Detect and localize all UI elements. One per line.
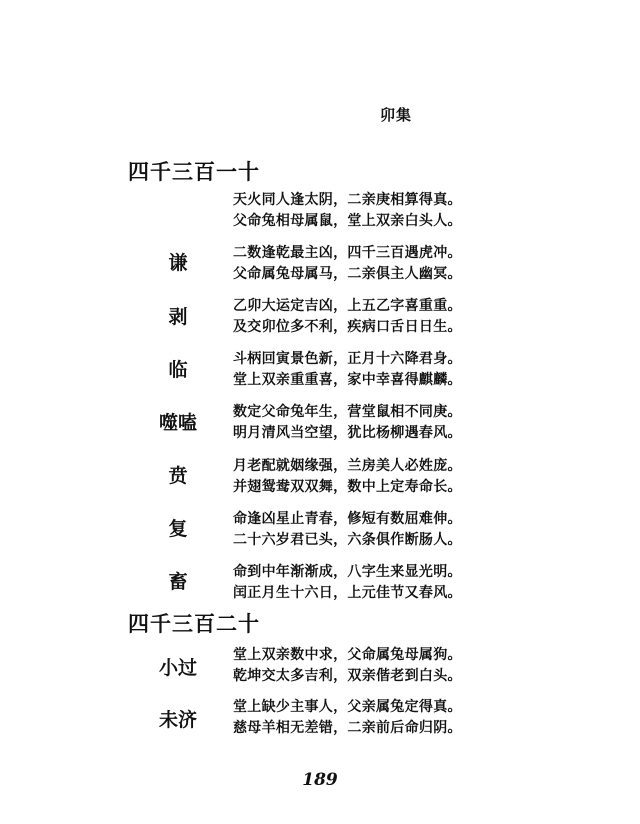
- verse: [233, 243, 462, 285]
- hexagram-name: 复: [168, 518, 188, 540]
- verse: [233, 645, 462, 687]
- verse: [233, 190, 462, 232]
- verse-line: 堂上双亲重重喜，家中幸喜得麒麟。: [233, 372, 462, 388]
- page-number: 189: [302, 770, 338, 790]
- verse-line: 堂上缺少主事人，父亲属兔定得真。: [233, 699, 462, 715]
- verse-line: 闰正月生十六日，上元佳节又春风。: [233, 585, 462, 601]
- verse-line: 乾坤交太多吉利，双亲偕老到白头。: [233, 668, 462, 684]
- verse-line: 明月清风当空望，犹比杨柳遇春风。: [233, 425, 462, 441]
- verse-line: 父命属兔母属马，二亲俱主人幽冥。: [233, 266, 462, 282]
- verse-line: 慈母羊相无差错，二亲前后命归阴。: [233, 720, 462, 736]
- verse: [233, 349, 462, 391]
- verse-line: 二十六岁君已头，六条俱作断肠人。: [233, 532, 462, 548]
- section-title: 四千三百二十: [128, 611, 260, 636]
- verse: [233, 402, 462, 444]
- verse-line: 斗柄回寅景色新，正月十六降君身。: [233, 351, 462, 367]
- hexagram-name: 临: [168, 359, 188, 381]
- verse-line: 及交卯位多不利，疾病口舌日日生。: [233, 319, 462, 335]
- hexagram-name: 剥: [168, 306, 188, 328]
- verse-line: 并翅鸳鸯双双舞，数中上定寿命长。: [233, 479, 462, 495]
- hexagram-name: 小过: [158, 657, 197, 679]
- verse-line: 堂上双亲数中求，父命属兔母属狗。: [233, 647, 462, 663]
- hexagram-name: 未济: [158, 709, 197, 731]
- verse-line: 天火同人逢太阴，二亲庚相算得真。: [233, 192, 462, 208]
- hexagram-name: 畜: [168, 571, 188, 593]
- section-title: 四千三百一十: [128, 159, 260, 184]
- verse: [233, 296, 462, 338]
- verse-line: 命到中年渐渐成，八字生来显光明。: [233, 564, 462, 580]
- verse-line: 二数逢乾最主凶，四千三百遇虎冲。: [233, 245, 462, 261]
- verse: [233, 697, 462, 739]
- verse: [233, 562, 462, 604]
- running-header: 卯集: [380, 106, 413, 124]
- hexagram-name: 噬嗑: [158, 412, 197, 434]
- verse-line: 月老配就姻缘强，兰房美人必姓庞。: [233, 458, 462, 474]
- verse-line: 父命兔相母属鼠，堂上双亲白头人。: [233, 213, 462, 229]
- verse-line: 命逢凶星止青春，修短有数屈难伸。: [233, 511, 462, 527]
- hexagram-name: 谦: [168, 252, 188, 274]
- hexagram-name: 贲: [168, 465, 188, 487]
- verse-line: 数定父命兔年生，营堂鼠相不同庚。: [233, 404, 462, 420]
- verse: [233, 509, 462, 551]
- verse-line: 乙卯大运定吉凶，上五乙字喜重重。: [233, 298, 462, 314]
- verse: [233, 456, 462, 498]
